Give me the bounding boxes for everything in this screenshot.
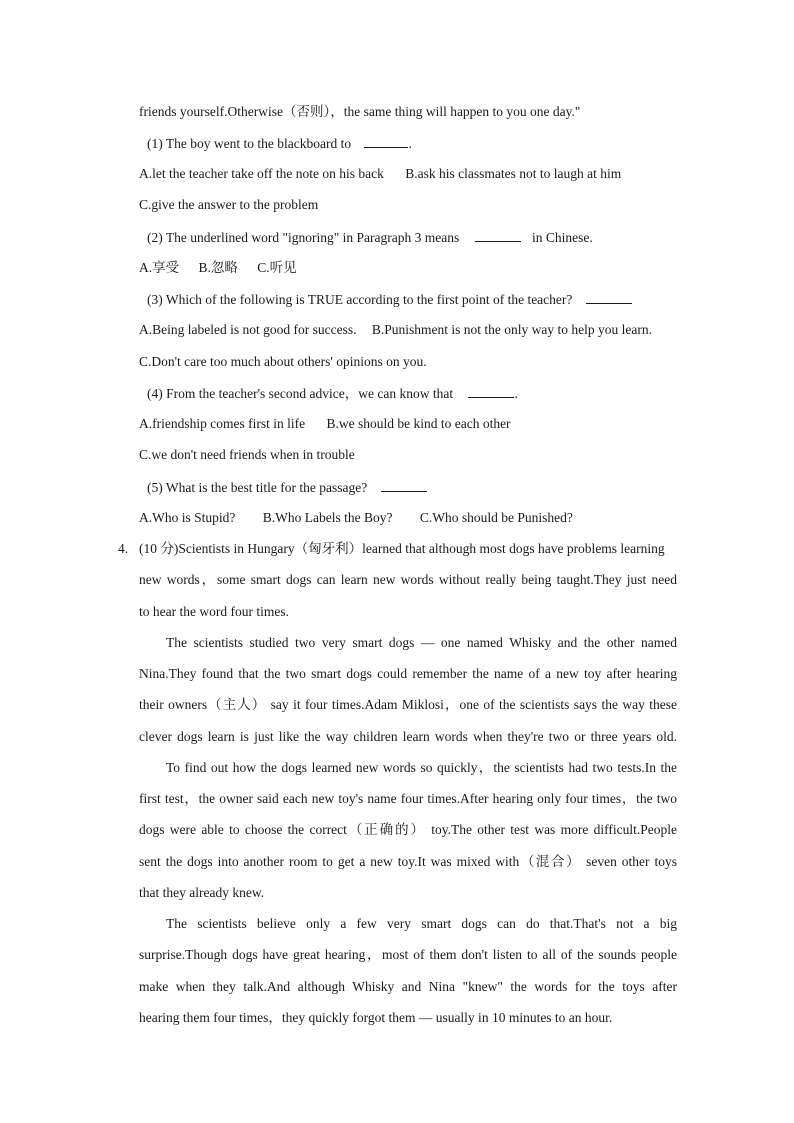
section-4-line-1 (139, 540, 665, 558)
question-4-options-row-1 (139, 415, 511, 433)
paragraph-3-line-1: To find out how the dogs learned new words so quickly，the scientists had two tests.In the (166, 760, 677, 775)
paragraph-3-line-3: dogs were able to choose the correct（正确的） toy.The other test was more difficult.People (139, 822, 677, 837)
paragraph-4-line-1: The scientists believe only a few very smart dogs can do that.That's not a big (166, 916, 677, 931)
answer-blank-1[interactable] (364, 134, 408, 148)
option-4c: C.we don't need friends when in trouble (139, 447, 355, 462)
question-1-options-row-2 (139, 196, 318, 214)
option-1b: B.ask his classmates not to laugh at him (405, 166, 622, 181)
question-2-stem: The underlined word "ignoring" in Paragraph 3 means (165, 230, 460, 245)
question-2-number: (2) (147, 230, 163, 245)
question-4-stem-after: . (514, 386, 518, 401)
paragraph-3-line-4: sent the dogs into another room to get a new toy.It was mixed with（混合） seven other toys (139, 854, 677, 869)
question-4-number: (4) (147, 386, 163, 401)
question-5-stem: What is the best title for the passage? (165, 480, 368, 495)
question-3-stem: Which of the following is TRUE according to the first point of the teacher? (165, 292, 573, 307)
option-5a: A.Who is Stupid? (139, 510, 236, 525)
section-4-score: (10 分) (139, 541, 179, 556)
section-4-line-3: to hear the word four times. (139, 604, 289, 619)
paragraph-2-line-3: their owners（主人） say it four times.Adam Miklosi，one of the scientists says the way these (139, 697, 677, 712)
option-4a: A.friendship comes first in life (139, 416, 306, 431)
question-5-number: (5) (147, 480, 163, 495)
question-1-number: (1) (147, 136, 163, 151)
question-1-options-row-1 (139, 165, 621, 183)
question-3-number: (3) (147, 292, 163, 307)
answer-blank-5[interactable] (381, 478, 427, 492)
question-2-options-row-1 (139, 259, 297, 277)
question-3-options-row-2 (139, 353, 427, 371)
option-2b: B.忽略 (198, 260, 238, 275)
section-4-number: 4. (118, 541, 129, 556)
question-3-options-row-1 (139, 321, 652, 339)
option-2a: A.享受 (139, 260, 180, 275)
answer-blank-4[interactable] (468, 384, 514, 398)
option-3b: B.Punishment is not the only way to help you learn. (371, 322, 652, 337)
question-2-stem-after: in Chinese. (531, 230, 593, 245)
question-4-stem: From the teacher's second advice，we can know that (166, 386, 454, 401)
paragraph-2-line-1: The scientists studied two very smart dogs — one named Whisky and the other named (166, 635, 677, 650)
paragraph-3-line-2: first test，the owner said each new toy's name four times.After hearing only four times，the two (139, 791, 677, 806)
question-3 (147, 290, 632, 309)
paragraph-4-line-3: make when they talk.And although Whisky and Nina "knew" the words for the toys after (139, 979, 677, 994)
section-4-line-2: new words，some smart dogs can learn new words without really being taught.They just need (139, 572, 677, 587)
question-5-options-row-1 (139, 509, 573, 527)
question-1-stem: The boy went to the blackboard to (165, 136, 352, 151)
option-4b: B.we should be kind to each other (326, 416, 511, 431)
question-4 (147, 384, 518, 403)
option-5b: B.Who Labels the Boy? (262, 510, 393, 525)
question-1-stem-after: . (408, 136, 412, 151)
answer-blank-3[interactable] (586, 290, 632, 304)
option-3a: A.Being labeled is not good for success. (139, 322, 357, 337)
paragraph-4-line-4: hearing them four times，they quickly forgot them — usually in 10 minutes to an hour. (139, 1010, 613, 1025)
paragraph-2-line-4: clever dogs learn is just like the way children learn words when they're two or three years old. (139, 729, 677, 744)
question-2 (147, 228, 593, 247)
option-3c: C.Don't care too much about others' opinions on you. (139, 354, 427, 369)
paragraph-3-line-5: that they already knew. (139, 885, 265, 900)
answer-blank-2[interactable] (475, 228, 521, 242)
section-4-first-sentence: Scientists in Hungary（匈牙利）learned that although most dogs have problems learning (178, 541, 665, 556)
paragraph-4-line-2: surprise.Though dogs have great hearing，most of them don't listen to all of the sounds people (139, 947, 677, 962)
paragraph-2-line-2: Nina.They found that the two smart dogs could remember the name of a new toy after hearing (139, 666, 677, 681)
option-5c: C.Who should be Punished? (419, 510, 573, 525)
passage-end-line: friends yourself.Otherwise（否则），the same thing will happen to you one day." (139, 104, 581, 119)
question-5 (147, 478, 427, 497)
option-2c: C.听见 (257, 260, 297, 275)
option-1c: C.give the answer to the problem (139, 197, 319, 212)
question-4-options-row-2 (139, 446, 355, 464)
option-1a: A.let the teacher take off the note on his back (139, 166, 384, 181)
question-1 (147, 134, 412, 153)
